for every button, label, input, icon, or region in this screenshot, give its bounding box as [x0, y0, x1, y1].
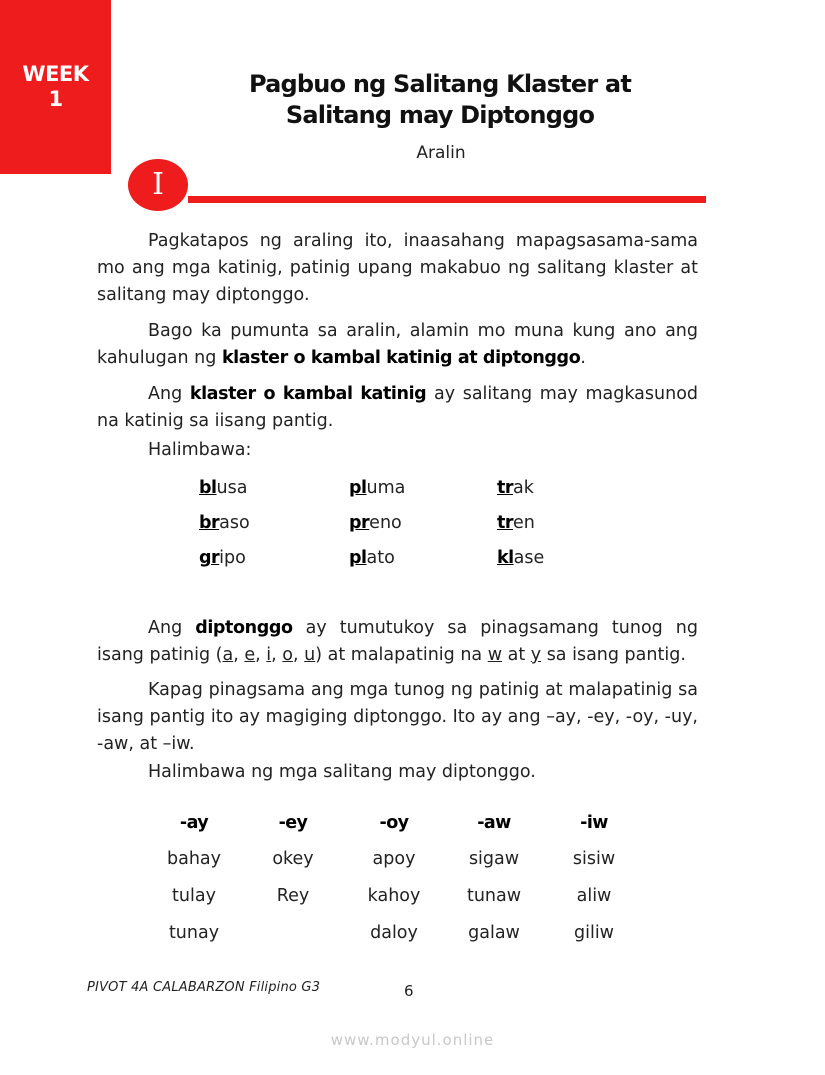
- vowel-u: u: [304, 645, 316, 665]
- table-header: -iw: [580, 813, 608, 833]
- table-cell: daloy: [370, 923, 418, 943]
- table-cell: kahoy: [367, 886, 421, 906]
- klaster-def-bold: klaster o kambal katinig: [189, 384, 427, 404]
- klaster-cluster: kl: [497, 548, 514, 568]
- example-label: Halimbawa:: [148, 440, 252, 460]
- table-cell: sigaw: [468, 849, 520, 869]
- klaster-example-word: [349, 548, 395, 568]
- diptonggo-explanation-text: Kapag pinagsama ang mga tunog ng patinig at malapatinig sa isang pantig ito ay magiging diptonggo. Ito ay ang –ay, -ey, -oy, -uy, -aw, at –iw.: [97, 680, 698, 754]
- section-divider: [188, 196, 706, 203]
- table-header: -aw: [477, 813, 511, 833]
- klaster-cluster: tr: [497, 513, 513, 533]
- diptonggo-def-start: Ang: [148, 618, 196, 638]
- watermark: www.modyul.online: [330, 1031, 495, 1049]
- vowel-i: i: [266, 645, 272, 665]
- table-cell: galaw: [468, 923, 520, 943]
- klaster-cluster: pl: [349, 478, 367, 498]
- diptonggo-def-bold: diptonggo: [195, 618, 293, 638]
- diptonggo-def-end: sa isang pantig.: [541, 645, 686, 665]
- diptonggo-def-mid: ay tumutukoy sa pinagsamang tunog ng isang patinig (: [97, 618, 699, 665]
- table-cell: tunaw: [466, 886, 522, 906]
- table-cell: tunay: [168, 923, 220, 943]
- klaster-example-word: [199, 548, 246, 568]
- klaster-cluster: gr: [199, 548, 220, 568]
- table-header: -ay: [179, 813, 209, 833]
- semivowel-w: w: [487, 645, 503, 665]
- klaster-example-word: [497, 478, 534, 498]
- section-subtitle: Aralin: [416, 143, 466, 163]
- klaster-cluster: tr: [497, 478, 513, 498]
- paragraph-objective-text: Pagkatapos ng araling ito, inaasahang mapagsasama-sama mo ang mga katinig, patinig upang makabuo ng salitang klaster at salitang may diptonggo.: [97, 231, 698, 305]
- klaster-example-word: [199, 513, 250, 533]
- klaster-rest: en: [513, 513, 535, 533]
- section-letter-badge: I: [128, 159, 188, 211]
- klaster-cluster: pr: [349, 513, 370, 533]
- klaster-cluster: bl: [199, 478, 217, 498]
- klaster-example-word: [349, 513, 402, 533]
- example2-label: Halimbawa ng mga salitang may diptonggo.: [148, 762, 536, 782]
- diptonggo-def-post: ) at malapatinig na: [315, 645, 488, 665]
- paragraph-objective: [97, 228, 698, 309]
- klaster-rest: usa: [216, 478, 248, 498]
- paragraph-intro-text: Bago ka pumunta sa aralin, alamin mo muna kung ano ang kahulugan ng: [97, 321, 698, 368]
- paragraph-intro-bold: klaster o kambal katinig at diptonggo: [221, 348, 581, 368]
- footer-source: PIVOT 4A CALABARZON Filipino G3: [87, 980, 321, 995]
- table-cell: apoy: [372, 849, 416, 869]
- table-cell: aliw: [576, 886, 612, 906]
- week-label: WEEK: [22, 62, 89, 86]
- table-cell: Rey: [276, 886, 310, 906]
- klaster-rest: ipo: [219, 548, 246, 568]
- table-cell: tulay: [172, 886, 216, 906]
- paragraph-intro: [97, 318, 698, 372]
- klaster-rest: aso: [219, 513, 250, 533]
- semivowel-y: y: [530, 645, 542, 665]
- klaster-rest: ase: [513, 548, 545, 568]
- week-number: 1: [48, 87, 63, 111]
- vowel-e: e: [244, 645, 256, 665]
- diptonggo-def-and: at: [502, 645, 531, 665]
- page-title-line1: Pagbuo ng Salitang Klaster at: [249, 70, 631, 98]
- page-title-line2: Salitang may Diptonggo: [285, 101, 595, 129]
- klaster-example-word: [497, 513, 535, 533]
- table-cell: okey: [272, 849, 314, 869]
- table-cell: sisiw: [572, 849, 616, 869]
- paragraph-intro-end: .: [580, 348, 586, 368]
- week-badge: [0, 0, 111, 174]
- vowel-o: o: [282, 645, 294, 665]
- paragraph-diptonggo-definition: Ang diptonggo ay tumutukoy sa pinagsamang tunog ng isang patinig (a, e, i, o, u) at malapatinig na w at y sa isang pantig.: [97, 618, 699, 665]
- klaster-rest: uma: [366, 478, 406, 498]
- table-cell: giliw: [573, 923, 614, 943]
- table-header: -oy: [379, 813, 409, 833]
- paragraph-diptonggo-explanation: [97, 677, 698, 758]
- page-number: 6: [404, 982, 414, 1000]
- vowel-a: a: [222, 645, 234, 665]
- klaster-cluster: pl: [349, 548, 367, 568]
- klaster-example-word: [349, 478, 405, 498]
- table-cell: bahay: [166, 849, 221, 869]
- klaster-def-start: Ang: [148, 384, 190, 404]
- paragraph-klaster-definition: [97, 381, 698, 435]
- table-header: -ey: [278, 813, 308, 833]
- klaster-rest: ak: [513, 478, 534, 498]
- klaster-cluster: br: [199, 513, 220, 533]
- klaster-rest: eno: [369, 513, 402, 533]
- klaster-example-word: [199, 478, 247, 498]
- klaster-def-end: ay salitang may magkasunod na katinig sa iisang pantig.: [97, 384, 699, 431]
- klaster-rest: ato: [366, 548, 395, 568]
- klaster-example-word: [497, 548, 544, 568]
